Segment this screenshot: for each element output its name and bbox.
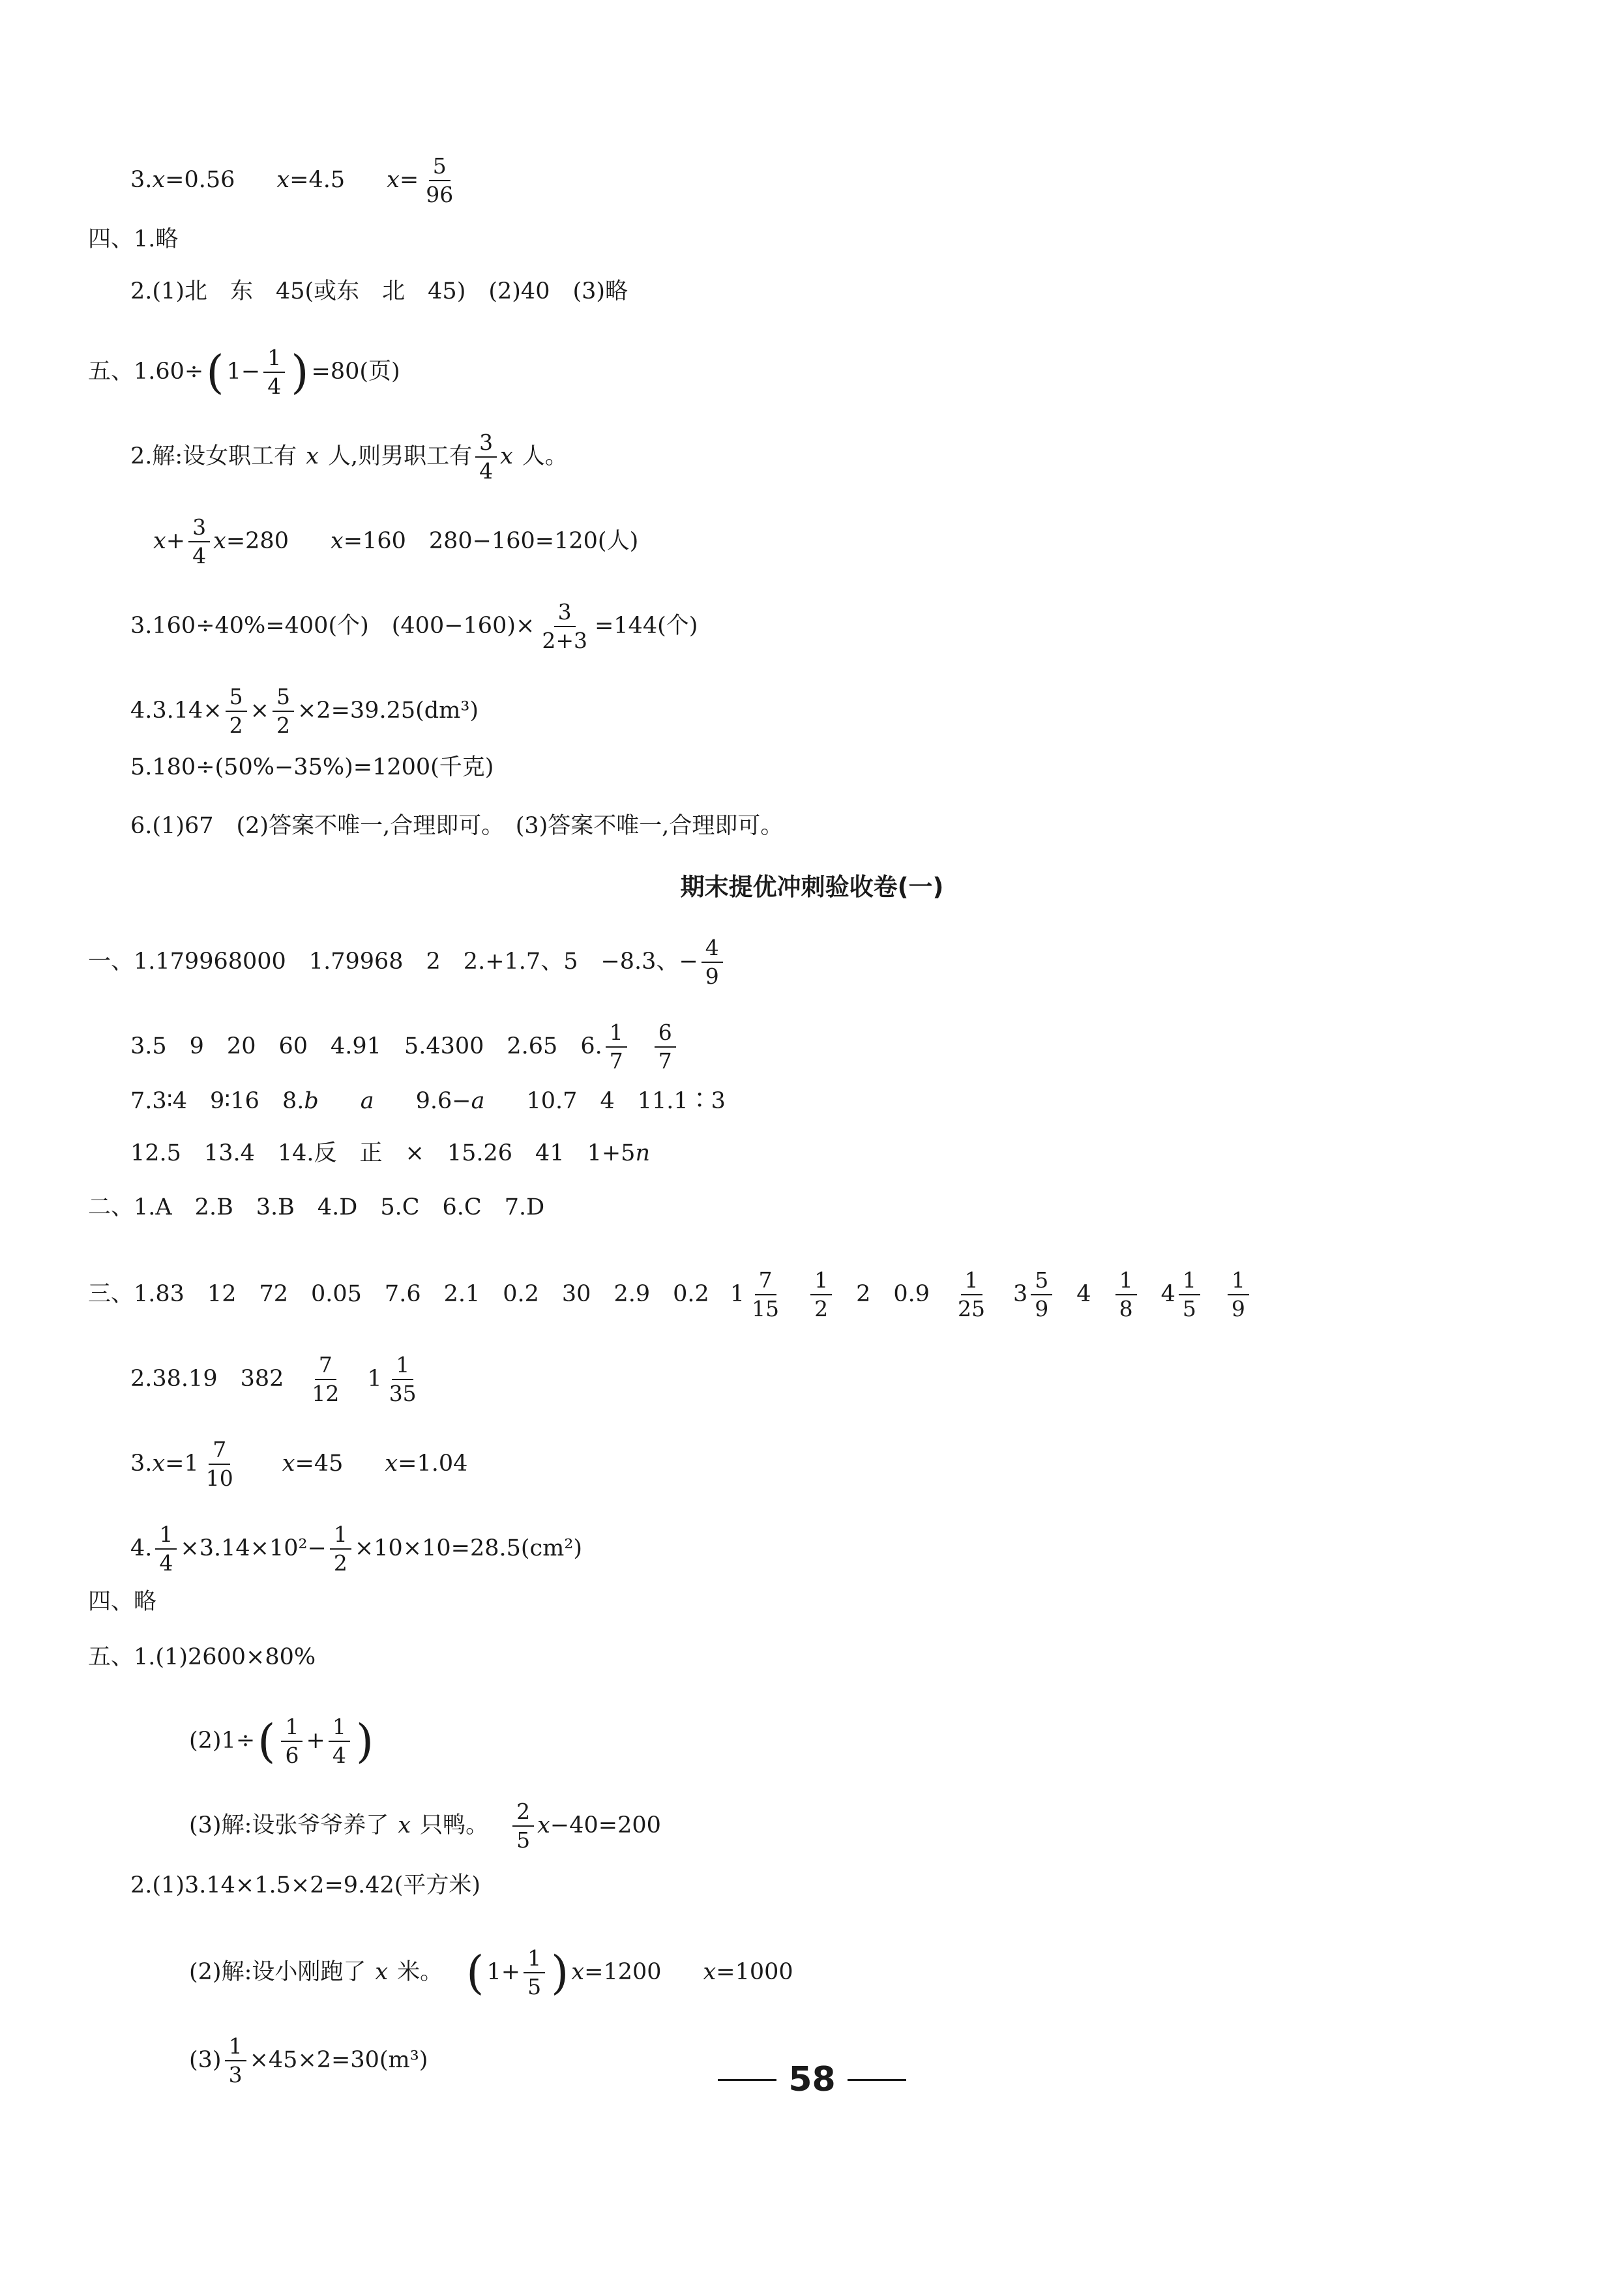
variable: x <box>213 528 226 555</box>
text: =4.5 <box>289 167 346 194</box>
text: + <box>166 528 186 555</box>
variable: x <box>385 1451 398 1477</box>
answer-line-1 <box>130 154 1624 207</box>
fraction: $\frac{2}{5}$ <box>512 1799 534 1853</box>
text: 四、1.略 <box>88 226 179 252</box>
answer-line-22: (2)1÷ ( $\frac{1}{6}$ + $\frac{1}{4}$ ) <box>189 1714 374 1768</box>
fraction: $\frac{1}{5}$ <box>524 1946 545 1999</box>
text: + <box>306 1728 325 1754</box>
text: =160 280−160=120(人) <box>343 528 639 555</box>
answer-line-15 <box>88 1196 1624 1219</box>
section-title: 期末提优冲刺验收卷(一) <box>680 873 944 901</box>
text: 1+ <box>486 1959 521 1986</box>
text: ×3.14×10²− <box>180 1535 327 1562</box>
text: (3) <box>189 2047 222 2074</box>
variable: x <box>537 1812 550 1839</box>
answer-line-20 <box>88 1591 1624 1614</box>
answer-line-18 <box>130 1437 1624 1491</box>
answer-line-21 <box>88 1646 1624 1669</box>
text: =1000 <box>716 1959 793 1986</box>
answer-line-14 <box>130 1142 1624 1165</box>
answer-line-4: 五、1.60÷ ( 1− $\frac{1}{4}$ ) =80(页) <box>88 345 400 399</box>
answer-line-2 <box>88 228 1624 251</box>
answer-line-10 <box>130 815 1624 838</box>
variable: x <box>276 167 290 194</box>
answer-line-9 <box>130 756 1624 779</box>
variable: x <box>153 528 166 555</box>
answer-line-19 <box>130 1522 1624 1576</box>
text: 4. <box>130 1535 153 1562</box>
text: 9.6− <box>415 1088 471 1114</box>
text: 12.5 13.4 14.反 正 × 15.26 41 1+5 <box>130 1140 636 1166</box>
variable: x <box>500 443 513 470</box>
answer-line-16 <box>88 1268 1624 1321</box>
text: =1200 <box>584 1959 662 1986</box>
answer-line-11 <box>88 936 1624 989</box>
dash-right <box>848 2079 906 2081</box>
text: 米。 <box>397 1959 443 1986</box>
text: 5.180÷(50%−35%)=1200(千克) <box>130 754 494 780</box>
answer-line-3 <box>130 280 1624 303</box>
text: 四、略 <box>88 1589 157 1615</box>
fraction: $\frac{7}{12}$ <box>312 1352 340 1406</box>
text: 2.(1)北 东 45(或东 北 45) (2)40 (3)略 <box>130 278 628 304</box>
text: 2 0.9 <box>856 1281 930 1308</box>
text: 只鸭。 <box>420 1812 489 1839</box>
text: =80(页) <box>311 359 400 385</box>
text: =144(个) <box>594 613 698 640</box>
text: 二、1.A 2.B 3.B 4.D 5.C 6.C 7.D <box>88 1194 545 1220</box>
mixed-number: 3 $\frac{5}{9}$ <box>1013 1268 1056 1321</box>
variable: b <box>304 1088 319 1114</box>
fraction: $\frac{3}{4}$ <box>475 430 497 484</box>
answer-line-12 <box>130 1020 1624 1074</box>
text: 7.3∶4 9∶16 8. <box>130 1088 304 1114</box>
dash-left <box>718 2079 776 2081</box>
text: 3.5 9 20 60 4.91 5.4300 2.65 6. <box>130 1033 602 1060</box>
text: 4.3.14× <box>130 698 222 724</box>
variable: x <box>387 167 400 194</box>
text: 一、1.179968000 1.79968 2 2.+1.7、5 −8.3、− <box>88 949 698 975</box>
text: =0.56 <box>165 167 235 194</box>
fraction: $\frac{3}{4}$ <box>188 515 210 568</box>
answer-line-23 <box>189 1799 1624 1853</box>
text: 3. <box>130 1451 153 1477</box>
fraction: $\frac{1}{4}$ <box>155 1522 177 1576</box>
text: ×2=39.25(dm³) <box>297 698 479 724</box>
text: 人,则男职工有 <box>327 443 473 470</box>
variable: x <box>703 1959 716 1986</box>
fraction: $\frac{5}{2}$ <box>273 685 294 738</box>
text: = <box>399 167 419 194</box>
answer-line-24 <box>130 1874 1624 1897</box>
fraction: $\frac{1}{2}$ <box>810 1268 832 1321</box>
text: 三、1.83 12 72 0.05 7.6 2.1 0.2 30 2.9 0.2 <box>88 1281 709 1308</box>
variable: x <box>330 528 344 555</box>
mixed-number: 1 $\frac{7}{15}$ <box>730 1267 780 1321</box>
text: =1 <box>165 1451 199 1477</box>
text: (2)1÷ <box>189 1728 256 1754</box>
text: ×10×10=28.5(cm²) <box>354 1535 583 1562</box>
variable: n <box>635 1140 650 1166</box>
fraction: $\frac{5}{2}$ <box>226 685 247 738</box>
answer-line-5 <box>130 430 1624 484</box>
fraction: $\frac{6}{7}$ <box>655 1020 676 1074</box>
text: 人。 <box>522 443 568 470</box>
text: =1.04 <box>398 1451 468 1477</box>
text: 2.38.19 382 <box>130 1366 284 1393</box>
answer-line-13 <box>130 1090 1624 1113</box>
variable: x <box>152 1451 166 1477</box>
fraction: $\frac{1}{4}$ <box>329 1715 350 1768</box>
answer-line-7 <box>130 600 1624 653</box>
text: =45 <box>295 1451 344 1477</box>
variable: a <box>471 1088 485 1114</box>
fraction: $\frac{1}{4}$ <box>263 346 285 399</box>
variable: a <box>360 1088 374 1114</box>
mixed-number: 4 $\frac{1}{5}$ <box>1161 1268 1203 1321</box>
answer-line-6 <box>153 515 1624 568</box>
text: 五、1.60÷ <box>88 359 204 385</box>
fraction: $\frac{1}{7}$ <box>606 1020 627 1074</box>
answer-line-25: (2)解:设小刚跑了 x 米。 ( 1+ $\frac{1}{5}$ ) x =1200 x =1000 <box>189 1945 793 1999</box>
text: =280 <box>226 528 289 555</box>
fraction: $\frac{3}{2+3}$ <box>542 599 587 653</box>
text: 3. <box>130 167 153 194</box>
fraction: $\frac{7}{10}$ <box>205 1437 233 1491</box>
page-number <box>0 2060 1624 2099</box>
variable: x <box>152 167 166 194</box>
fraction: $\frac{1}{6}$ <box>281 1715 303 1768</box>
mixed-number: 1 $\frac{1}{35}$ <box>367 1352 417 1406</box>
text: (3)解:设张爷爷养了 <box>189 1812 389 1839</box>
variable: x <box>375 1959 389 1986</box>
fraction: $\frac{1}{3}$ <box>225 2034 246 2087</box>
text: (2)解:设小刚跑了 <box>189 1959 366 1986</box>
text: 3.160÷40%=400(个) (400−160)× <box>130 613 535 640</box>
variable: x <box>282 1451 295 1477</box>
text: 2.(1)3.14×1.5×2=9.42(平方米) <box>130 1872 481 1898</box>
text: −40=200 <box>550 1812 661 1839</box>
fraction: $\frac{1}{25}$ <box>958 1267 985 1321</box>
answer-line-8 <box>130 685 1624 738</box>
text: 2.解:设女职工有 <box>130 443 297 470</box>
fraction: $\frac{1}{9}$ <box>1228 1268 1249 1321</box>
variable: x <box>398 1812 411 1839</box>
text: 10.7 4 11.1∶3 <box>526 1088 726 1114</box>
text: 五、1.(1)2600×80% <box>88 1644 316 1670</box>
variable: x <box>306 443 319 470</box>
fraction: $\frac{4}{9}$ <box>701 936 723 989</box>
text: × <box>250 698 269 724</box>
text: ×45×2=30(m³) <box>249 2047 428 2074</box>
text: 6.(1)67 (2)答案不唯一,合理即可。 (3)答案不唯一,合理即可。 <box>130 813 784 839</box>
answer-line-17 <box>130 1353 1624 1406</box>
fraction: $\frac{1}{8}$ <box>1115 1268 1137 1321</box>
text: 4 <box>1076 1281 1091 1308</box>
fraction: $\frac{1}{2}$ <box>330 1522 351 1576</box>
page-number-text: 58 <box>788 2060 836 2099</box>
fraction: $\frac{5}{96}$ <box>426 153 454 207</box>
variable: x <box>571 1959 585 1986</box>
text: 1− <box>226 359 261 385</box>
